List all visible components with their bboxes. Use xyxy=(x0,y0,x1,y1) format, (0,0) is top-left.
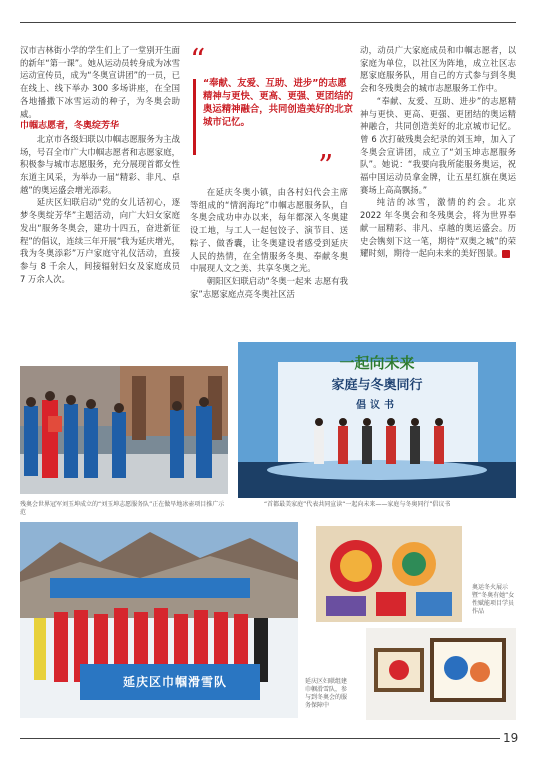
left-paragraph-1: 汉市吉林街小学的学生们上了一堂别开生面的新年“第一课”。她从运动员转身成为冰雪运动宣传员，成为“冬奥宣讲团”的一员，已在线上、线下举办 300 多场讲座，在全国各地播撒下冰雪运动的种子，为冬奥会助威。 xyxy=(20,45,180,119)
right-column xyxy=(360,44,526,260)
right-paragraph-3-text: 纯洁的冰雪，激情的约会。北京 2022 年冬奥会和冬残奥会，将为世界奉献一届精彩、非凡、卓越的奥运盛会。历史会镌刻下这一笔，期待“双奥之城”的荣耀时刻，期待一起向未来的美好图景。 xyxy=(360,197,516,259)
end-mark-icon: 女 xyxy=(502,250,510,258)
stage-headline: 一起向未来 xyxy=(339,354,415,372)
photo-crafts-frames xyxy=(366,628,516,720)
middle-paragraph-2: 朝阳区妇联启动“冬奥一起来 志愿有我家”志愿家庭点亮冬奥社区活 xyxy=(190,275,348,299)
open-quote-icon: “ xyxy=(190,43,206,78)
photo-curling-demo-image xyxy=(20,366,228,494)
photo-ski-team xyxy=(20,522,298,718)
photo-stage-pledge xyxy=(238,342,516,498)
stage-doc-title: 倡议书 xyxy=(356,400,398,411)
left-paragraph-2: 北京市各级妇联以巾帼志愿服务为主战场，号召全市广大巾帼志愿者和志愿家庭，积极参与城市志愿服务，充分展现首都女性东道主风采，为举办一届“精彩、非凡、卓越”的奥运盛会增光添彩。 xyxy=(20,133,180,195)
caption-crafts: 奥运冬火展示暨“冬奥有她”女性赋能项目学员作品 xyxy=(472,584,515,615)
left-column xyxy=(20,44,180,285)
photo-curling-demo xyxy=(20,366,228,494)
top-rule xyxy=(20,22,516,23)
middle-column xyxy=(190,186,348,300)
photo-crafts-frames-image xyxy=(366,628,516,720)
bottom-rule xyxy=(20,738,516,739)
left-paragraph-3: 延庆区妇联启动“党的女儿话初心，逐梦冬奥绽芳华”主题活动，向广大妇女家庭发出“服务冬奥会，建功十四五，奋进新征程”的倡议，连续三年开展“我为延庆增光，我为冬奥添彩”万户家庭守礼仪活动，直接参与 8 千余人，间接辐射妇女及家庭成员 7 万余人次。 xyxy=(20,197,180,284)
ski-banner: 延庆区巾帼滑雪队 xyxy=(122,675,227,689)
middle-paragraph-1: 在延庆冬奥小镇，由各村妇代会主席等组成的“情润海坨”巾帼志愿服务队，自冬奥会成功申办以来，每年都深入冬奥建设工地，与工人一起包饺子、演节目、送粽子、做香囊，让冬奥建设者感受到延庆人民的热情，在全情服务冬奥、奉献冬奥中展现人文之美、共享冬奥之光。 xyxy=(190,187,348,274)
photo-crafts-tiger xyxy=(316,526,462,622)
caption-stage-pledge: “首都最美家庭”代表共同宣读“一起向未来——家庭与冬奥同行”倡议书 xyxy=(264,501,451,508)
caption-ski-team: 延庆区妇联组建巾帼滑雪队，参与到冬奥会的服务保障中 xyxy=(305,678,348,709)
right-paragraph-2: “奉献、友爱、互助、进步”的志愿精神与更快、更高、更强、更团结的奥运精神融合，共同创造美好的北京城市记忆。曾 6 次打破残奥会纪录的刘玉坤，加入了冬奥会宣讲团，成立了“刘玉坤志愿服务队”。她说：“我要向我所能服务奥运，祝福中国运动员拿金牌，让五星红旗在奥运赛场上高高飘扬。” xyxy=(360,95,516,195)
right-paragraph-1: 动，动员广大家庭成员和巾帼志愿者，以家庭为单位，以社区为阵地，成立社区志愿家庭服务队，用自己的方式参与到冬奥会和冬残奥会的城市志愿服务工作中。 xyxy=(360,45,516,94)
stage-subtitle: 家庭与冬奥同行 xyxy=(331,378,423,393)
right-paragraph-3 xyxy=(360,196,526,260)
page-number: 19 xyxy=(500,731,518,745)
photo-crafts-tiger-image xyxy=(316,526,462,622)
close-quote-icon: ” xyxy=(318,149,334,184)
pull-quote: “奉献、友爱、互助、进步”的志愿精神与更快、更高、更强、更团结的奥运精神融合，共同创造美好的北京城市记忆。 xyxy=(203,78,354,128)
caption-curling-demo: 残奥会世界冠军刘玉坤成立的“刘玉坤志愿服务队”正在做旱地冰壶项目推广示范 xyxy=(20,501,225,516)
section-subheading: 巾帼志愿者，冬奥绽芳华 xyxy=(20,121,120,132)
quote-bar xyxy=(193,79,196,155)
